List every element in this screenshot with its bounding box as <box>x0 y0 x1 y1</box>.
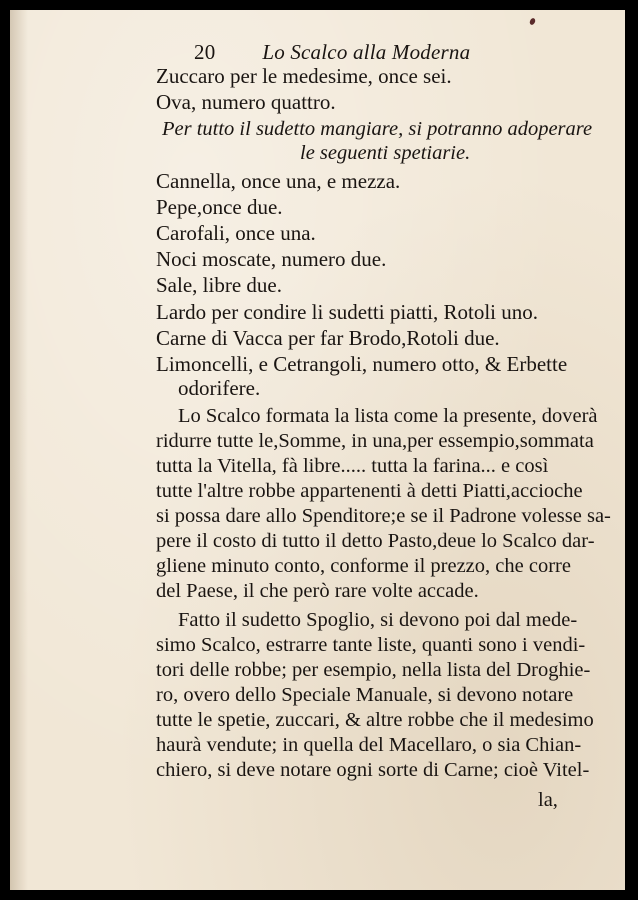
list-item: Lardo per condire li sudetti piatti, Rotoli uno. <box>156 300 539 324</box>
list-heading: le seguenti spetiarie. <box>300 142 471 164</box>
list-item: odorifere. <box>178 376 261 400</box>
paragraph-line: tutta la Vitella, fà libre..... tutta la farina... e così <box>156 455 549 477</box>
ink-speck <box>529 17 536 25</box>
page-number: 20 <box>194 40 216 64</box>
list-heading: Per tutto il sudetto mangiare, si potranno adoperare <box>162 118 593 140</box>
paragraph-line: tori delle robbe; per esempio, nella lista del Droghie- <box>156 659 591 681</box>
list-item: Ova, numero quattro. <box>156 90 336 114</box>
paragraph-line: tutte l'altre robbe appartenenti à detti Piatti,accioche <box>156 480 583 502</box>
paragraph-line: simo Scalco, estrarre tante liste, quanti sono i vendi- <box>156 634 586 656</box>
gutter-shadow <box>10 10 28 890</box>
paragraph-line: chiero, si deve notare ogni sorte di Carne; cioè Vitel- <box>156 759 590 781</box>
list-item: Sale, libre due. <box>156 273 282 297</box>
list-item: Carofali, once una. <box>156 221 316 245</box>
book-page <box>10 10 625 890</box>
list-item: Limoncelli, e Cetrangoli, numero otto, & Erbette <box>156 352 568 376</box>
paragraph-line: ridurre tutte le,Somme, in una,per essempio,sommata <box>156 430 594 452</box>
catchword: la, <box>538 789 558 811</box>
list-item: Pepe,once due. <box>156 195 283 219</box>
list-item: Zuccaro per le medesime, once sei. <box>156 64 452 88</box>
paragraph-line: Lo Scalco formata la lista come la presente, doverà <box>178 405 598 427</box>
running-header <box>194 40 470 64</box>
paragraph-line: Fatto il sudetto Spoglio, si devono poi dal mede- <box>178 609 578 631</box>
paragraph-line: gliene minuto conto, conforme il prezzo, che corre <box>156 555 571 577</box>
paragraph-line: tutte le spetie, zuccari, & altre robbe che il medesimo <box>156 709 594 731</box>
paragraph-line: haurà vendute; in quella del Macellaro, o sia Chian- <box>156 734 582 756</box>
running-title: Lo Scalco alla Moderna <box>262 40 471 64</box>
paragraph-line: pere il costo di tutto il detto Pasto,deue lo Scalco dar- <box>156 530 595 552</box>
list-item: Cannella, once una, e mezza. <box>156 169 401 193</box>
paragraph-line: si possa dare allo Spenditore;e se il Padrone volesse sa- <box>156 505 611 527</box>
list-item: Noci moscate, numero due. <box>156 247 387 271</box>
paragraph-line: ro, overo dello Speciale Manuale, si devono notare <box>156 684 574 706</box>
paragraph-line: del Paese, il che però rare volte accade. <box>156 580 479 602</box>
list-item: Carne di Vacca per far Brodo,Rotoli due. <box>156 326 500 350</box>
